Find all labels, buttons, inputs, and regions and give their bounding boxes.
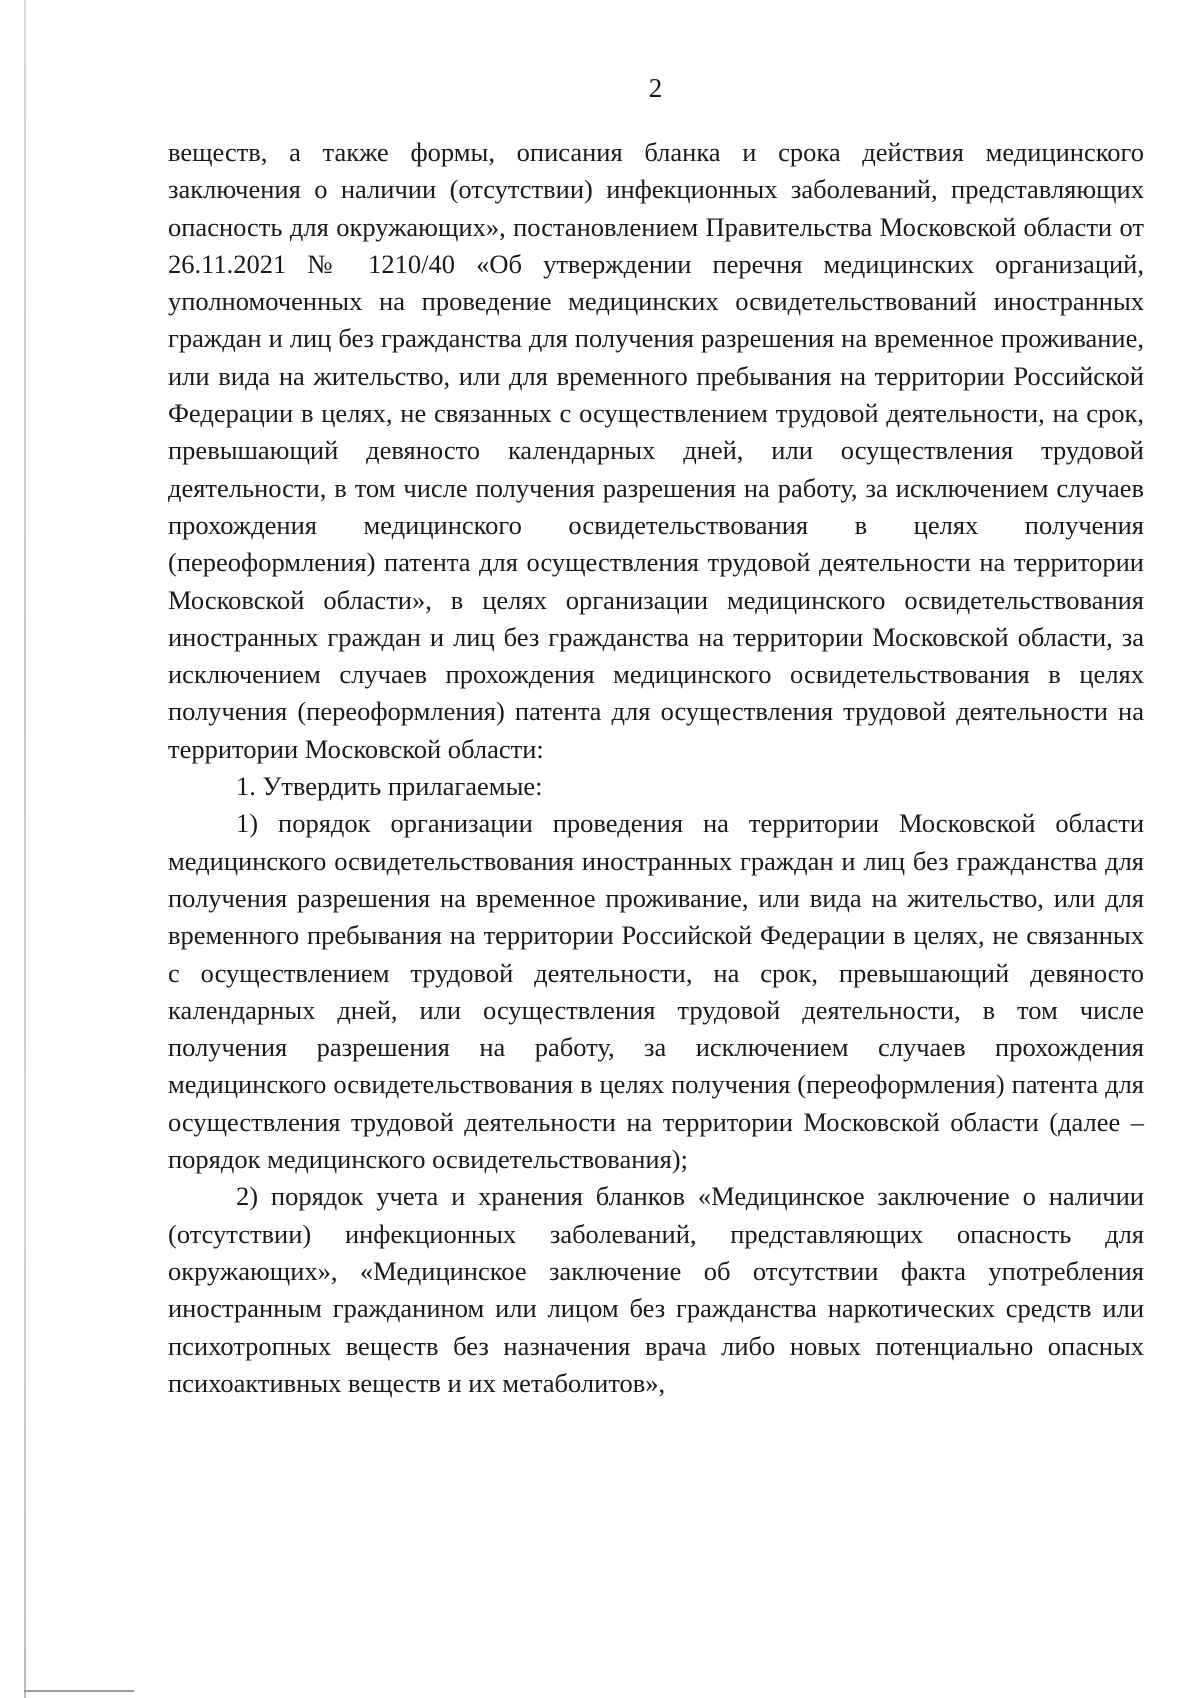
- paragraph-item-1: 1) порядок организации проведения на территории Московской области медицинского освидетельствования иностранных граждан и лиц без гражданства для получения разрешения на временное проживание, или вида на жительство, или для временного пребывания на территории Российской Федерации в целях, не связанных с осуществлением трудовой деятельности, на срок, превышающий девяносто календарных дней, или осуществления трудовой деятельности, в том числе получения разрешения на работу, за исключением случаев прохождения медицинского освидетельствования в целях получения (переоформления) патента для осуществления трудовой деятельности на территории Московской области (далее – порядок медицинского освидетельствования);: [168, 808, 1144, 1175]
- paragraph-item-2: 2) порядок учета и хранения бланков «Медицинское заключение о наличии (отсутствии) инфекционных заболеваний, представляющих опасность для окружающих», «Медицинское заключение об отсутствии факта употребления иностранным гражданином или лицом без гражданства наркотических средств или психотропных веществ без назначения врача либо новых потенциально опасных психоактивных веществ и их метаболитов»,: [168, 1181, 1144, 1398]
- paragraph-clause-1: 1. Утвердить прилагаемые:: [236, 771, 543, 802]
- paragraph-preamble: веществ, а также формы, описания бланка и срока действия медицинского заключения о наличии (отсутствии) инфекционных заболеваний, представляющих опасность для окружающих», постановлением Правительства Московской области от 26.11.2021 № 1210/40 «Об утверждении перечня медицинских организаций, уполномоченных на проведение медицинских освидетельствований иностранных граждан и лиц без гражданства для получения разрешения на временное проживание, или вида на жительство, или для временного пребывания на территории Российской Федерации в целях, не связанных с осуществлением трудовой деятельности, на срок, превышающий девяносто календарных дней, или осуществления трудовой деятельности, в том числе получения разрешения на работу, за исключением случаев прохождения медицинского освидетельствования в целях получения (переоформления) патента для осуществления трудовой деятельности на территории Московской области», в целях организации медицинского освидетельствования иностранных граждан и лиц без гражданства на территории Московской области, за исключением случаев прохождения медицинского освидетельствования в целях получения (переоформления) патента для осуществления трудовой деятельности на территории Московской области:: [168, 137, 1144, 764]
- scan-corner-mark: [24, 1690, 134, 1692]
- page-number: 2: [648, 73, 663, 103]
- document-body: [168, 134, 1144, 1402]
- scan-left-edge: [24, 0, 26, 1698]
